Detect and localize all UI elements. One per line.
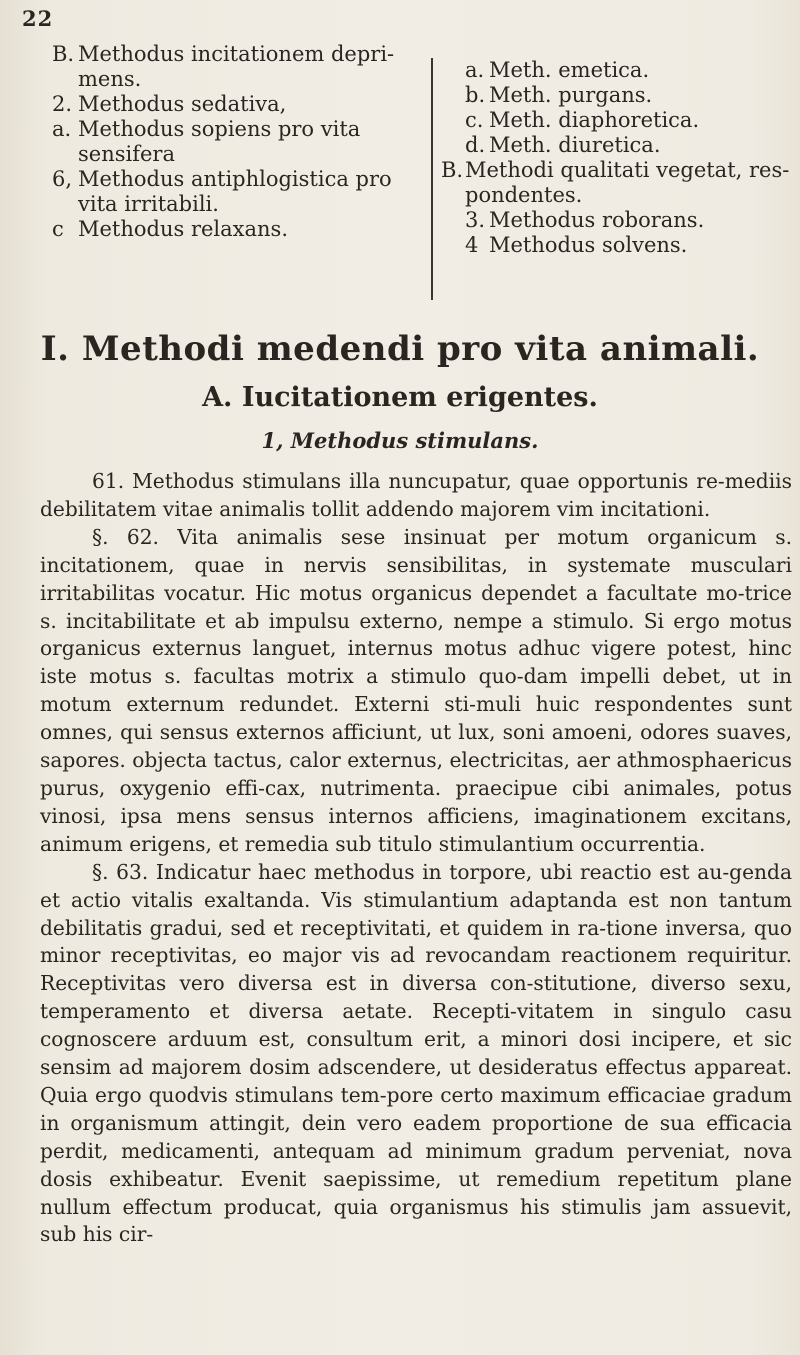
outline-marker: 6, [52, 167, 73, 191]
paragraph: §. 62. Vita animalis sese insinuat per motum organicum s. incitationem, quae in nervis sensibilitas, in systemate musculari irritabilitas vocatur. Hic motus organicus dependet a facultate mo-trice s. incitabilitate et ab impulsu externo, nempe a stimulo. Si ergo motus organicus externus languet, internus motus adhuc vigere potest, hinc iste motus s. facultas motrix a stimulo quo-dam impelli debet, ut in motum externum redundet. Externi sti-muli huic respondentes sunt omnes, qui sensus externos afficiunt, ut lux, soni amoeni, odores suaves, sapores. objecta tactus, calor externus, electricitas, aer athmosphaericus purus, oxygenio effi-cax, nutrimenta. praecipue cibi animales, potus vinosi, ipsa mens sensus internos afficiens, imaginationem excitans, animum erigens, et remedia sub titulo stimulantium occurrentia. [40, 524, 792, 856]
paragraph: §. 63. Indicatur haec methodus in torpore, ubi reactio est au-genda et actio vitalis exaltanda. Vis stimulantium adaptanda est non tantum debilitatis gradui, sed et receptivitati, et quidem in ra-tione inversa, quo minor receptivitas, eo major vis ad revocandam reactionem requiritur. Receptivitas vero diversa est in diversa con-stitutione, diverso sexu, temperamento et diversa aetate. Recepti-vitatem in singulo casu cognoscere arduum est, consultum erit, a minori dosi incipere, et sic sensim ad majorem dosim adscendere, ut desideratus effectus appareat. Quia ergo quodvis stimulans tem-pore certo maximum efficaciae gradum in organismum attingit, dein vero eadem proportione de sua efficacia perdit, medicamenti, antequam ad minimum gradum perveniat, nova dosis exhibeatur. Evenit saepissime, ut remedium repetitum plane nullum effectum producat, quia organismus his stimulis jam assuevit, sub his cir- [40, 859, 792, 1247]
outline-text: Meth. diaphoretica. [489, 108, 700, 132]
outline-marker: B. [52, 42, 75, 66]
outline-text: Methodus sedativa, [78, 92, 287, 116]
outline-item [441, 58, 796, 83]
outline-item [52, 167, 424, 217]
subsection-heading: 1, Methodus stimulans. [261, 428, 539, 453]
outline-item [441, 233, 796, 258]
outline-text: Methodus incitationem depri-mens. [78, 42, 395, 91]
outline-item [441, 133, 796, 158]
outline-text: Methodus roborans. [489, 208, 705, 232]
outline-right-column [431, 58, 796, 300]
outline-text: Meth. purgans. [489, 83, 653, 107]
outline-marker: c [52, 217, 64, 241]
section-heading: A. Iucitationem erigentes. [202, 382, 598, 413]
outline-text: Methodi qualitati vegetat, res-pondentes. [465, 158, 790, 207]
outline-item [441, 208, 796, 233]
outline-marker: d. [465, 133, 486, 157]
outline-item [52, 117, 424, 167]
body-text [40, 468, 792, 1249]
outline-text: Methodus sopiens pro vita sensifera [78, 117, 361, 166]
outline-text: Meth. diuretica. [489, 133, 661, 157]
outline-marker: B. [441, 158, 464, 182]
outline-marker: 3. [465, 208, 486, 232]
outline-marker: 2. [52, 92, 73, 116]
outline-text: Methodus relaxans. [78, 217, 288, 241]
outline-left-column [52, 42, 424, 242]
outline-marker: c. [465, 108, 484, 132]
page-number: 22 [22, 6, 54, 31]
outline-item [441, 158, 796, 208]
outline-text: Meth. emetica. [489, 58, 650, 82]
outline-item [52, 92, 424, 117]
chapter-heading: I. Methodi medendi pro vita animali. [40, 329, 760, 369]
outline-item [441, 83, 796, 108]
outline-text: Methodus solvens. [489, 233, 688, 257]
paragraph: 61. Methodus stimulans illa nuncupatur, quae opportunis re-mediis debilitatem vitae animalis tollit addendo majorem vim incitationi. [40, 469, 792, 521]
outline-marker: a. [465, 58, 485, 82]
outline-marker: a. [52, 117, 72, 141]
outline-marker: b. [465, 83, 486, 107]
outline-item [52, 217, 424, 242]
outline-item [52, 42, 424, 92]
outline-item [441, 108, 796, 133]
outline-marker: 4 [465, 233, 479, 257]
outline-text: Methodus antiphlogistica pro vita irritabili. [78, 167, 392, 216]
